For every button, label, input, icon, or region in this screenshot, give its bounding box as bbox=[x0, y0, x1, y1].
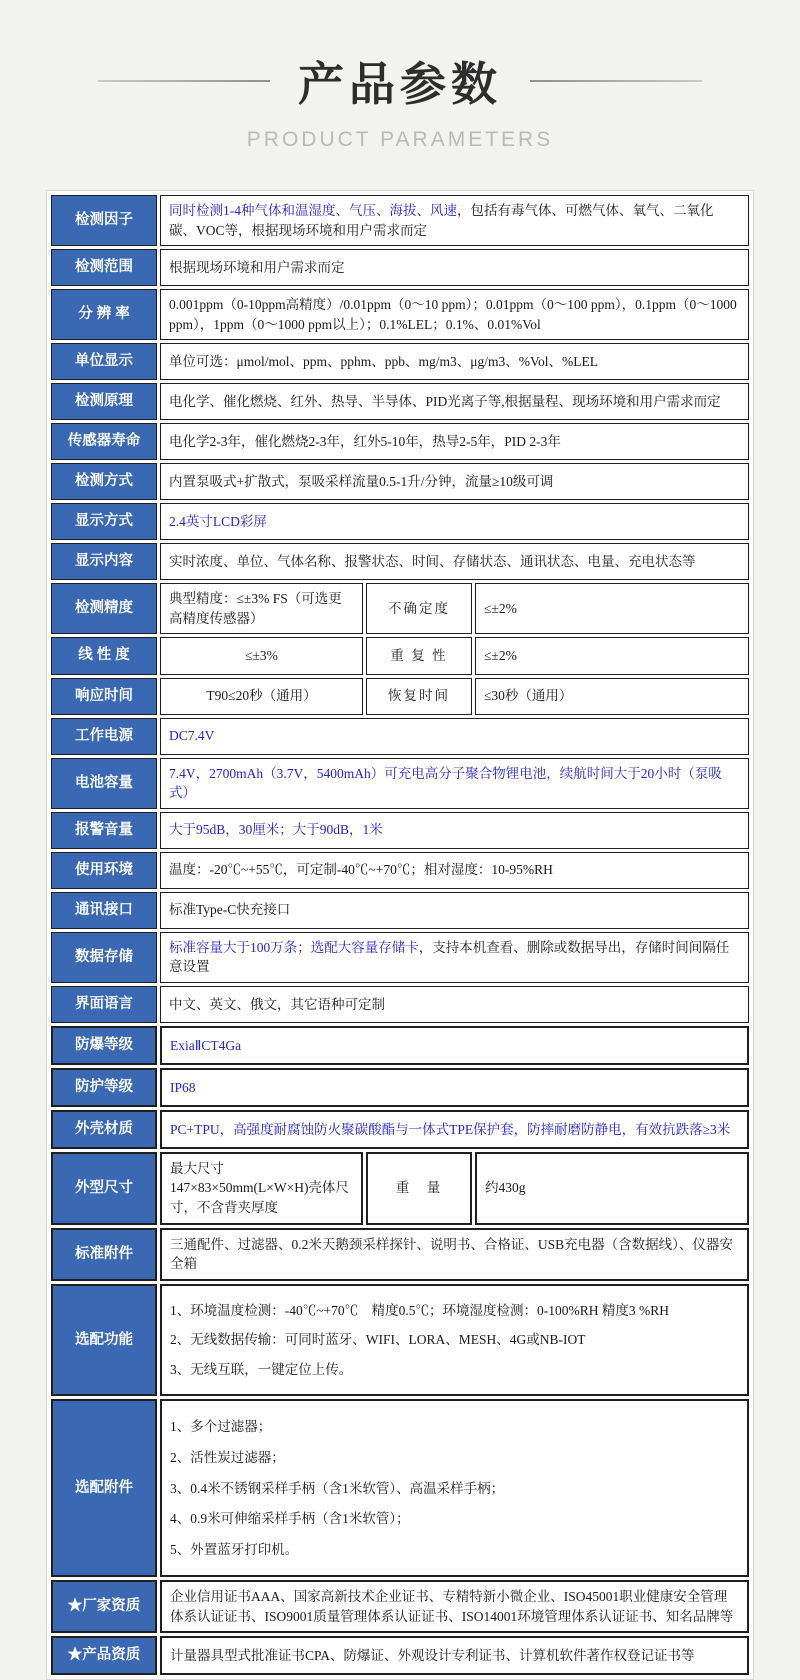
row-value-2: ≤30秒（通用） bbox=[475, 678, 749, 715]
row-label: 界面语言 bbox=[51, 986, 157, 1023]
spec-row-data-storage bbox=[51, 932, 749, 983]
row-value-2: ≤±2% bbox=[475, 637, 749, 674]
row-value-2: 约430g bbox=[475, 1152, 749, 1225]
row-label: 防护等级 bbox=[51, 1068, 157, 1107]
row-value: 三通配件、过滤器、0.2米天鹅颈采样探针、说明书、合格证、USB充电器（含数据线）、仪器安全箱 bbox=[160, 1228, 749, 1281]
row-label: 检测因子 bbox=[51, 195, 157, 246]
spec-row-resolution bbox=[51, 289, 749, 340]
spec-row-battery-capacity bbox=[51, 758, 749, 809]
spec-row-detection-factors bbox=[51, 195, 749, 246]
row-value: 标准Type-C快充接口 bbox=[160, 892, 749, 929]
spec-row-interface-language bbox=[51, 986, 749, 1023]
row-value bbox=[160, 718, 749, 755]
row-label: ★厂家资质 bbox=[51, 1580, 157, 1633]
row-label: 线 性 度 bbox=[51, 637, 157, 674]
option-line: 1、多个过滤器； bbox=[170, 1419, 272, 1435]
title-row bbox=[0, 48, 800, 114]
option-line: 4、0.9米可伸缩采样手柄（含1米软管）； bbox=[170, 1511, 410, 1527]
row-sublabel: 恢复时间 bbox=[366, 678, 472, 715]
page-subtitle: PRODUCT PARAMETERS bbox=[246, 128, 554, 151]
row-value-accent: IP68 bbox=[170, 1079, 196, 1095]
row-label: 分 辨 率 bbox=[51, 289, 157, 340]
option-line: 3、无线互联，一键定位上传。 bbox=[170, 1361, 353, 1377]
row-value-1: 典型精度：≤±3% FS（可选更高精度传感器） bbox=[160, 583, 363, 634]
row-value: 0.001ppm（0-10ppm高精度）/0.01ppm（0～10 ppm）；0.01ppm（0～100 ppm），0.1ppm（0～1000 ppm），1ppm（0～1000 ppm以上）；0.1%LEL；0.1%、0.01%Vol bbox=[160, 289, 749, 340]
row-value: 中文、英文、俄文，其它语种可定制 bbox=[160, 986, 749, 1023]
row-value bbox=[160, 1068, 749, 1107]
row-value: 实时浓度、单位、气体名称、报警状态、时间、存储状态、通讯状态、电量、充电状态等 bbox=[160, 543, 749, 580]
row-label: 标准附件 bbox=[51, 1228, 157, 1281]
row-value-accent: 同时检测1-4种气体和温湿度、气压、海拔、风速 bbox=[169, 203, 457, 218]
row-value: 根据现场环境和用户需求而定 bbox=[160, 249, 749, 286]
page-title: 产品参数 bbox=[298, 58, 502, 110]
row-value bbox=[160, 758, 749, 809]
row-value-accent: PC+TPU，高强度耐腐蚀防火聚碳酸酯与一体式TPE保护套，防摔耐磨防静电，有效抗跌落≥3米 bbox=[170, 1121, 731, 1137]
row-label: 工作电源 bbox=[51, 718, 157, 755]
row-value bbox=[160, 1284, 749, 1397]
row-label: 响应时间 bbox=[51, 678, 157, 715]
row-label: 数据存储 bbox=[51, 932, 157, 983]
spec-row-display-content bbox=[51, 543, 749, 580]
option-line: 2、活性炭过滤器； bbox=[170, 1449, 285, 1465]
row-label: 单位显示 bbox=[51, 343, 157, 380]
spec-row-response-time bbox=[51, 678, 749, 715]
option-line: 5、外置蓝牙打印机。 bbox=[170, 1541, 299, 1557]
row-label: 使用环境 bbox=[51, 852, 157, 889]
row-value-accent: 大于95dB，30厘米；大于90dB，1米 bbox=[169, 822, 383, 838]
option-line: 2、无线数据传输：可同时蓝牙、WIFI、LORA、MESH、4G或NB-IOT bbox=[170, 1332, 586, 1348]
title-line-left bbox=[98, 80, 270, 82]
row-value bbox=[160, 195, 749, 246]
row-value-1: ≤±3% bbox=[160, 637, 363, 674]
row-label: 选配功能 bbox=[51, 1284, 157, 1397]
title-line-right bbox=[530, 80, 702, 82]
row-value-accent: DC7.4V bbox=[169, 728, 215, 744]
spec-row-manufacturer-qualifications bbox=[51, 1580, 749, 1633]
row-value: 温度：-20℃~+55℃，可定制-40℃~+70℃；相对湿度：10-95%RH bbox=[160, 852, 749, 889]
row-sublabel: 不确定度 bbox=[366, 583, 472, 634]
spec-row-power-supply bbox=[51, 718, 749, 755]
page-header bbox=[0, 0, 800, 152]
spec-row-detection-principle bbox=[51, 383, 749, 420]
row-value-rest: ，支持本机查看、删除或数据导出，存储时间间隔任意设置 bbox=[169, 939, 730, 975]
spec-row-linearity bbox=[51, 637, 749, 674]
row-value-accent: 标准容量大于100万条；选配大容量存储卡 bbox=[169, 939, 419, 955]
row-value bbox=[160, 1399, 749, 1577]
row-label: 防爆等级 bbox=[51, 1026, 157, 1065]
row-label: 通讯接口 bbox=[51, 892, 157, 929]
row-value-1: 最大尺寸147×83×50mm(L×W×H)壳体尺寸，不含背夹厚度 bbox=[160, 1152, 363, 1225]
row-value bbox=[160, 812, 749, 849]
row-label: 检测方式 bbox=[51, 463, 157, 500]
spec-row-dimensions bbox=[51, 1152, 749, 1225]
row-value bbox=[160, 503, 749, 540]
row-value: 单位可选：μmol/mol、ppm、pphm、ppb、mg/m3、μg/m3、%Vol、%LEL bbox=[160, 343, 749, 380]
spec-row-shell-material bbox=[51, 1110, 749, 1149]
row-value: 电化学、催化燃烧、红外、热导、半导体、PID光离子等,根据量程、现场环境和用户需求而定 bbox=[160, 383, 749, 420]
row-value-accent: 7.4V，2700mAh（3.7V，5400mAh）可充电高分子聚合物锂电池，续航时间大于20小时（泵吸式） bbox=[169, 765, 722, 801]
spec-row-accuracy bbox=[51, 583, 749, 634]
row-value bbox=[160, 1026, 749, 1065]
spec-row-protection-rating bbox=[51, 1068, 749, 1107]
spec-row-product-qualifications bbox=[51, 1636, 749, 1675]
row-value-rest: ，包括有毒气体、可燃气体、氧气、二氧化碳、VOC等，根据现场环境和用户需求而定 bbox=[169, 203, 714, 238]
row-value: 内置泵吸式+扩散式，泵吸采样流量0.5-1升/分钟，流量≥10级可调 bbox=[160, 463, 749, 500]
row-value bbox=[160, 932, 749, 983]
row-label: 检测范围 bbox=[51, 249, 157, 286]
option-line: 1、环境温度检测：-40℃~+70℃ 精度0.5℃；环境湿度检测：0-100%RH 精度3 %RH bbox=[170, 1302, 670, 1318]
spec-row-operating-environment bbox=[51, 852, 749, 889]
row-value-accent: ExiaⅡCT4Ga bbox=[170, 1037, 242, 1053]
spec-row-display-type bbox=[51, 503, 749, 540]
row-label: ★产品资质 bbox=[51, 1636, 157, 1675]
row-label: 电池容量 bbox=[51, 758, 157, 809]
row-sublabel: 重 量 bbox=[366, 1152, 472, 1225]
row-value: 企业信用证书AAA、国家高新技术企业证书、专精特新小微企业、ISO45001职业健康安全管理体系认证证书、ISO9001质量管理体系认证证书、ISO14001环境管理体系认证证书、知名品牌等 bbox=[160, 1580, 749, 1633]
row-value: 电化学2-3年，催化燃烧2-3年，红外5-10年，热导2-5年，PID 2-3年 bbox=[160, 423, 749, 460]
row-value: 计量器具型式批准证书CPA、防爆证、外观设计专利证书、计算机软件著作权登记证书等 bbox=[160, 1636, 749, 1675]
spec-row-sensor-life bbox=[51, 423, 749, 460]
row-label: 检测精度 bbox=[51, 583, 157, 634]
option-line: 3、0.4米不锈钢采样手柄（含1米软管）、高温采样手柄； bbox=[170, 1480, 505, 1496]
spec-row-explosion-proof-rating bbox=[51, 1026, 749, 1065]
spec-table-wrap bbox=[46, 190, 754, 1680]
spec-table bbox=[48, 192, 752, 1678]
spec-row-communication-port bbox=[51, 892, 749, 929]
row-label: 显示内容 bbox=[51, 543, 157, 580]
row-label: 报警音量 bbox=[51, 812, 157, 849]
row-label: 传感器寿命 bbox=[51, 423, 157, 460]
row-sublabel: 重 复 性 bbox=[366, 637, 472, 674]
row-label: 外壳材质 bbox=[51, 1110, 157, 1149]
row-value-1: T90≤20秒（通用） bbox=[160, 678, 363, 715]
row-label: 选配附件 bbox=[51, 1399, 157, 1577]
row-label: 检测原理 bbox=[51, 383, 157, 420]
spec-row-detection-method bbox=[51, 463, 749, 500]
spec-row-unit-display bbox=[51, 343, 749, 380]
row-value-2: ≤±2% bbox=[475, 583, 749, 634]
spec-row-alarm-volume bbox=[51, 812, 749, 849]
row-label: 显示方式 bbox=[51, 503, 157, 540]
row-label: 外型尺寸 bbox=[51, 1152, 157, 1225]
spec-row-detection-range bbox=[51, 249, 749, 286]
row-value bbox=[160, 1110, 749, 1149]
spec-row-standard-accessories bbox=[51, 1228, 749, 1281]
row-value-accent: 2.4英寸LCD彩屏 bbox=[169, 514, 267, 530]
spec-row-optional-accessories bbox=[51, 1399, 749, 1577]
spec-row-optional-functions bbox=[51, 1284, 749, 1397]
